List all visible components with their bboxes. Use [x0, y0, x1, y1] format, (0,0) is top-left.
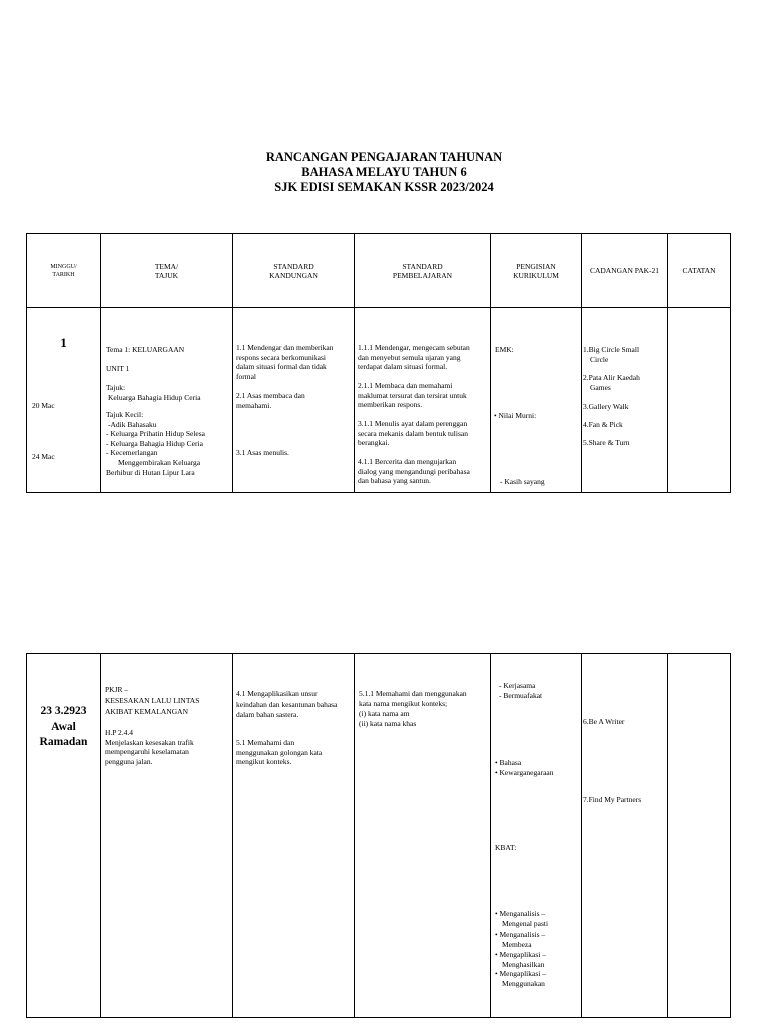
- standard-kandungan-1-1: [236, 343, 333, 381]
- header-standard-pembelajaran: [355, 234, 491, 308]
- pak21-line: 3.Gallery Walk: [583, 402, 629, 411]
- unit-text: UNIT 1: [106, 364, 130, 373]
- standard-pembelajaran-3-1-1: [358, 419, 468, 448]
- sk-line: 4.1 Mengaplikasikan unsur: [236, 689, 318, 698]
- sk-line: 2.1 Asas membaca dan: [236, 391, 305, 400]
- pak21-item: [583, 420, 623, 430]
- standard-kandungan-4-1: [236, 689, 337, 721]
- standard-pembelajaran-1-1-1: [358, 343, 470, 372]
- kbat-label-text: KBAT:: [495, 843, 517, 852]
- pak21-item: [583, 402, 629, 412]
- cell-cadangan-pak21: [582, 654, 668, 1018]
- kbat-line: • Menganalisis –: [495, 909, 546, 918]
- cell-standard-pembelajaran: [355, 654, 491, 1018]
- date-start-text: 20 Mac: [32, 401, 55, 410]
- kbat-item: [495, 969, 546, 988]
- sk-line: memahami.: [236, 400, 272, 410]
- document-title: [0, 150, 768, 195]
- sp-line: (ii) kata nama khas: [359, 719, 417, 728]
- tajuk-kecil-item: - Keluarga Prihatin Hidup Selesa: [106, 429, 206, 439]
- cell-standard-kandungan: [233, 654, 355, 1018]
- pak21-item: [583, 438, 629, 448]
- sp-line: dan menyebut semula ujaran yang: [358, 352, 461, 362]
- standard-kandungan-3-1: [236, 448, 289, 458]
- sk-line: 5.1 Memahami dan: [236, 738, 295, 747]
- unit-block: [106, 364, 129, 374]
- date-end: [32, 452, 55, 462]
- tajuk-kecil-item: Menggembirakan Keluarga: [118, 457, 201, 467]
- tema-block: [106, 345, 184, 355]
- cell-standard-pembelajaran: [355, 308, 491, 493]
- tema-line: Menjelaskan kesesakan trafik: [105, 737, 194, 747]
- sp-line: secara mekanis dalam bentuk tulisan: [358, 428, 468, 438]
- cell-catatan: [668, 654, 731, 1018]
- header-line: PEMBELAJARAN: [392, 270, 453, 280]
- pak21-line: 4.Fan & Pick: [583, 420, 623, 429]
- sp-line: 4.1.1 Bercerita dan mengujarkan: [358, 457, 457, 466]
- pak21-item: [583, 373, 640, 392]
- pak21-item: [583, 717, 624, 727]
- sk-line: dalam bahan sastera.: [236, 710, 299, 719]
- tajuk-kecil-item: Berhibur di Hutan Lipur Lara: [106, 467, 195, 477]
- sk-line: respons secara berkomunikasi: [236, 352, 326, 362]
- emk-item: • Bahasa: [495, 758, 522, 767]
- week-number: [27, 336, 100, 350]
- standard-kandungan-5-1: [236, 738, 322, 767]
- sp-line: memberikan respons.: [358, 400, 423, 410]
- pak21-line: Games: [590, 382, 611, 392]
- pak21-line: 1.Big Circle Small: [583, 345, 640, 354]
- standard-pembelajaran-4-1-1: [358, 457, 470, 486]
- header-line: MINGGU/: [50, 263, 77, 270]
- sk-line: mengikut konteks.: [236, 757, 292, 767]
- tema-line: AKIBAT KEMALANGAN: [105, 706, 188, 716]
- week-date-line: Awal: [51, 720, 76, 733]
- sp-line: 3.1.1 Menulis ayat dalam perenggan: [358, 419, 468, 428]
- standard-kandungan-2-1: [236, 391, 305, 410]
- cell-tema-tajuk: [101, 308, 233, 493]
- lesson-plan-table-week-1: [26, 233, 731, 493]
- standard-pembelajaran-2-1-1: [358, 381, 467, 410]
- header-tema-tajuk: [101, 234, 233, 308]
- header-line: CATATAN: [682, 266, 716, 275]
- tajuk-block: [106, 383, 201, 402]
- cell-minggu: [27, 654, 101, 1018]
- pak21-item: [583, 795, 641, 805]
- kbat-line: Mengenal pasti: [502, 918, 549, 928]
- header-cadangan-pak21: [582, 234, 668, 308]
- title-line-1: RANCANGAN PENGAJARAN TAHUNAN: [265, 150, 503, 164]
- sp-line: terdapat dalam situasi formal.: [358, 362, 448, 372]
- cell-catatan: [668, 308, 731, 493]
- sp-line: dialog yang mengandungi peribahasa: [358, 466, 470, 476]
- kbat-line: Membeza: [502, 939, 532, 949]
- emk-list: [495, 758, 554, 777]
- tajuk-kecil-item: - Keluarga Bahagia Hidup Ceria: [106, 438, 203, 448]
- header-catatan: [668, 234, 731, 308]
- kbat-item: [495, 950, 546, 969]
- tajuk-kecil-item: - Kecemerlangan: [106, 448, 158, 458]
- tema-line: mempengaruhi keselamatan: [105, 747, 189, 757]
- tajuk-label: Tajuk:: [106, 383, 126, 392]
- emk-label: [495, 345, 514, 355]
- header-line: STANDARD: [273, 261, 314, 271]
- header-line: STANDARD: [402, 261, 443, 271]
- sp-line: maklumat tersurat dan tersirat untuk: [358, 390, 467, 400]
- cell-minggu: [27, 308, 101, 493]
- title-line-2: BAHASA MELAYU TAHUN 6: [301, 165, 467, 179]
- sk-line: formal: [236, 371, 256, 381]
- tema-text: Tema 1: KELUARGAAN: [106, 345, 185, 354]
- nilai-item: - Bermuafakat: [499, 690, 543, 700]
- tema-line: pengguna jalan.: [105, 756, 153, 766]
- emk-item: • Kewarganegaraan: [495, 767, 554, 777]
- sp-line: berangkai.: [358, 438, 390, 448]
- nilai-item: - Kerjasama: [499, 681, 536, 690]
- tema-line: KESESAKAN LALU LINTAS: [105, 695, 200, 705]
- tajuk-kecil-block: [106, 410, 205, 477]
- cell-cadangan-pak21: [582, 308, 668, 493]
- tema-line: PKJR –: [105, 685, 129, 694]
- cell-tema-tajuk: [101, 654, 233, 1018]
- standard-pembelajaran-5-1-1: [359, 689, 467, 729]
- sk-line: 3.1 Asas menulis.: [236, 448, 289, 457]
- cell-pengisian-kurikulum: [491, 308, 582, 493]
- sp-line: (i) kata nama am: [359, 709, 410, 718]
- date-start: [32, 401, 55, 411]
- tema-block: [105, 685, 199, 717]
- header-line: CADANGAN PAK-21: [589, 266, 660, 275]
- header-line: TAJUK: [154, 270, 179, 280]
- header-line: KANDUNGAN: [269, 270, 318, 280]
- tajuk-text: Keluarga Bahagia Hidup Ceria: [108, 392, 201, 402]
- sp-line: 1.1.1 Mendengar, mengecam sebutan: [358, 343, 470, 352]
- header-line: KURIKULUM: [513, 270, 559, 280]
- nilai-murni-text: • Nilai Murni:: [494, 411, 537, 420]
- sk-line: 1.1 Mendengar dan memberikan: [236, 343, 334, 352]
- kbat-item: [495, 909, 548, 928]
- week-number-text: 1: [60, 335, 67, 350]
- header-standard-kandungan: [233, 234, 355, 308]
- nilai-text: - Kasih sayang: [500, 477, 545, 486]
- header-line: TARIKH: [52, 271, 75, 278]
- header-line: PENGISIAN: [516, 261, 556, 271]
- cell-standard-kandungan: [233, 308, 355, 493]
- sp-line: dan bahasa yang santun.: [358, 476, 431, 486]
- emk-text: EMK:: [495, 345, 514, 354]
- header-pengisian-kurikulum: [491, 234, 582, 308]
- week-date-line: 23 3.2923: [40, 705, 87, 717]
- pak21-item: [583, 345, 639, 364]
- sp-line: kata nama mengikut konteks;: [359, 699, 448, 708]
- kbat-line: • Menganalisis –: [495, 930, 546, 939]
- nilai-murni-label: [494, 411, 536, 421]
- week-date: [27, 704, 100, 751]
- kbat-line: Menghasilkan: [502, 959, 545, 969]
- header-line: TEMA/: [154, 261, 179, 271]
- sk-line: menggunakan golongan kata: [236, 747, 323, 757]
- tajuk-kecil-item: -Adik Bahasaku: [108, 419, 157, 429]
- kbat-line: • Mengaplikasi –: [495, 969, 546, 978]
- header-minggu-tarikh: [27, 234, 101, 308]
- pak21-line: 6.Be A Writer: [583, 717, 625, 726]
- kbat-label: [495, 843, 516, 853]
- hp-block: [105, 728, 194, 766]
- cell-pengisian-kurikulum: [491, 654, 582, 1018]
- sk-line: keindahan dan kesantunan bahasa: [236, 699, 338, 709]
- pak21-line: 5.Share & Turn: [583, 438, 630, 447]
- kbat-line: Menggunakan: [502, 978, 545, 988]
- pak21-line: 2.Pata Alir Kaedah: [583, 373, 640, 382]
- date-end-text: 24 Mac: [32, 452, 55, 461]
- lesson-plan-table-week-2: [26, 653, 731, 1018]
- tema-line: H.P 2.4.4: [105, 728, 134, 737]
- nilai-list: [499, 681, 542, 700]
- title-line-3: SJK EDISI SEMAKAN KSSR 2023/2024: [274, 180, 494, 194]
- nilai-item: [500, 477, 545, 487]
- sp-line: 5.1.1 Memahami dan menggunakan: [359, 689, 467, 698]
- pak21-line: Circle: [590, 354, 609, 364]
- sk-line: dalam situasi formal dan tidak: [236, 362, 327, 372]
- tajuk-kecil-label: Tajuk Kecil:: [106, 410, 144, 419]
- sp-line: 2.1.1 Membaca dan memahami: [358, 381, 453, 390]
- week-date-line: Ramadan: [39, 736, 88, 748]
- pak21-line: 7.Find My Partners: [583, 795, 642, 804]
- kbat-item: [495, 930, 545, 949]
- kbat-line: • Mengaplikasi –: [495, 950, 546, 959]
